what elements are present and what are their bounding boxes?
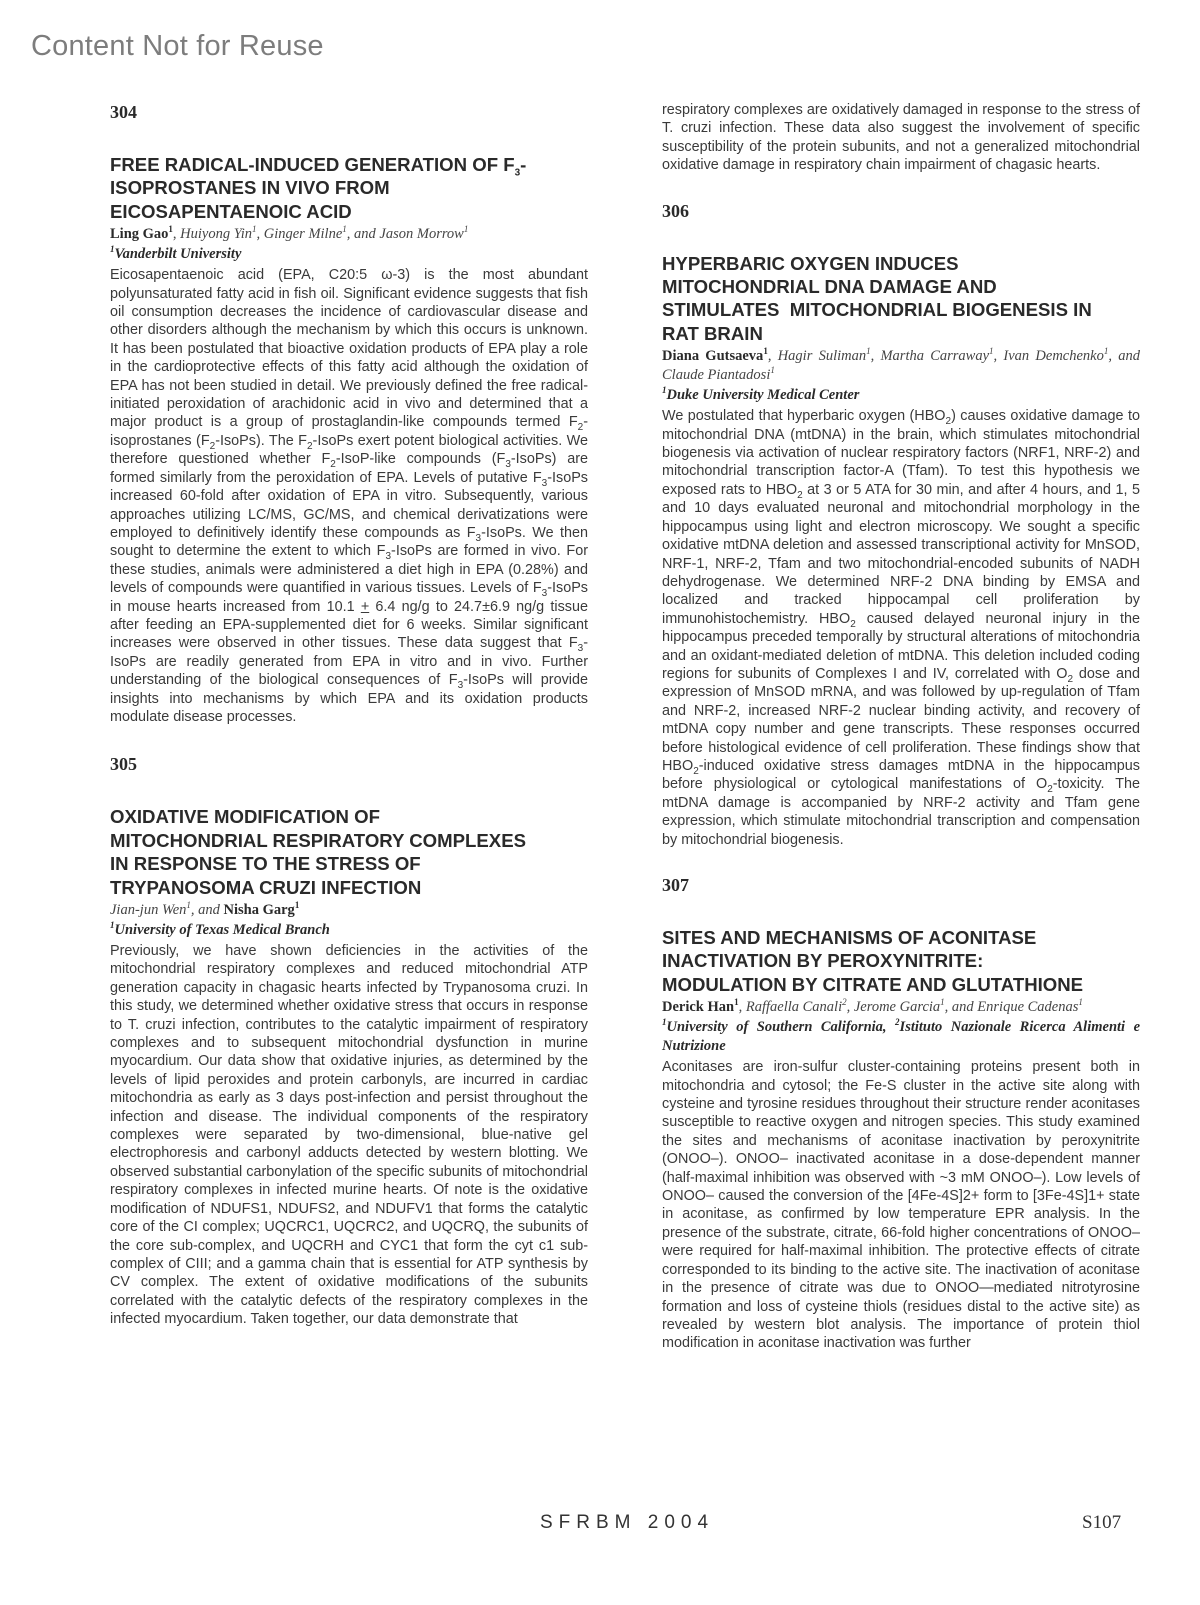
footer-conference: SFRBM 2004 <box>540 1512 715 1533</box>
abstract-authors: Jian-jun Wen$^1$, and Nisha Garg$^1$ <box>110 900 300 918</box>
abstract-title: SITES AND MECHANISMS OF ACONITASE INACTIVATION BY PEROXYNITRITE: MODULATION BY CITRATE AND GLUTATHIONE <box>662 927 1084 995</box>
abstract-authors: Ling Gao$^1$, Huiyong Yin$^1$, Ginger Milne$^1$, and Jason Morrow$^1$ <box>110 224 469 243</box>
left-column <box>110 98 588 1329</box>
abstract-306 <box>662 201 1140 849</box>
abstract-305-body-continued: respiratory complexes are oxidatively damaged in response to the stress of T. cruzi infection. These data also suggest the involvement of specific susceptibility of the protein subunits, and not a generalized mitochondrial oxidative damage in respiratory chain impairment of chagasic hearts. <box>662 102 1140 174</box>
abstract-body: Eicosapentaenoic acid (EPA, C20:5 ω-3) is the most abundant polyunsaturated fatty acid in fish oil. Significant evidence suggests that fish oil consumption decreases the incidence of cardiovascular disease and other disorders although the mechanism by which this occurs is unknown. It has been postulated that bioactive oxidation products of EPA play a role in the cardioprotective effects of this fatty acid although the oxidation of EPA has not been studied in detail. We previously defined the free radical-initiated peroxidation of arachidonic acid in vivo and determined that a major product is a group of prostaglandin-like compounds termed $F_2$-isoprostanes $(F_2-IsoPs)$. The $F_2$-IsoPs exert potent biological activities. We therefore questioned whether $F_2-IsoP$-like compounds $(F_3-IsoPs)$ are formed similarly from the peroxidation of EPA. Levels of putative $F_3$-IsoPs increased 60-fold after oxidation of EPA in vitro. Subsequently, various approaches utilizing LC/MS, GC/MS, and chemical derivatizations were employed to definitively identify these compounds as $F_3$-IsoPs. We then sought to determine the extent to which $F_3$-IsoPs are formed in vivo. For these studies, animals were administered a diet high in EPA (0.28%) and levels of compounds were quantified in various tissues. Levels of $F_3$-IsoPs in mouse hearts increased from 10.1 + 6.4 ng/g to 24.7±6.9 ng/g tissue after feeding an EPA-supplemented diet for 6 weeks. Similar significant increases were observed in other tissues. These data suggest that $F_3$-IsoPs are readily generated from EPA in vitro and in vivo. Further understanding of the biological consequences of $F_3$-IsoPs will provide insights into mechanisms by which EPA and its oxidation products modulate disease processes. <box>110 267 589 725</box>
abstract-authors: Derick Han$^1$, Raffaella Canali$^2$, Jerome Garcia$^1$, and Enrique Cadenas$^1$ <box>662 997 1083 1016</box>
abstract-304 <box>110 102 588 726</box>
right-column <box>662 101 1140 1353</box>
abstract-307 <box>662 875 1140 1353</box>
abstract-affiliation: $^1$Vanderbilt University <box>110 244 242 263</box>
abstract-affiliation: $^1$University of Texas Medical Branch <box>110 920 330 938</box>
abstract-affiliation: $^1$Duke University Medical Center <box>662 385 860 404</box>
abstract-title: FREE RADICAL-INDUCED GENERATION OF $F_3-$ ISOPROSTANES IN VIVO FROM EICOSAPENTAENOIC ACID <box>110 154 527 222</box>
abstract-affiliation: $^1$University of Southern California, $^2$Istituto Nazionale Ricerca Alimenti e Nutrizione <box>662 1017 1141 1055</box>
abstract-body: We postulated that hyperbaric oxygen $(HBO_2)$ causes oxidative damage to mitochondrial DNA (mtDNA) in the brain, which stimulates mitochondrial biogenesis via activation of nuclear respiratory factors (NRF1, NRF-2) and mitochondrial transcription factor-A (Tfam). To test this hypothesis we exposed rats to $HBO_2$ at 3 or 5 ATA for 30 min, and after 4 hours, and 1, 5 and 10 days evaluated neuronal and mitochondrial morphology in the hippocampus using light and electron microscopy. We sought a specific oxidative mtDNA deletion and assessed transcriptional activity for MnSOD, NRF-1, NRF-2, Tfam and two mitochondrial-encoded subunits of NADH dehydrogenase. We determined NRF-2 DNA binding by EMSA and localized and tracked hippocampal cell proliferation by immunohistochemistry. $HBO_2$ caused delayed neuronal injury in the hippocampus preceded temporally by structural alterations of mitochondria and an oxidant-mediated deletion of mtDNA. This deletion included coding regions for subunits of Complexes I and IV, correlated with $O_2$ dose and expression of MnSOD mRNA, and was followed by up-regulation of Tfam and NRF-2, increased NRF-2 nuclear binding activity, and recovery of mtDNA copy number and gene transcripts. These responses occurred before histological evidence of cell proliferation. These findings show that $HBO_2$-induced oxidative stress damages mtDNA in the hippocampus before physiological or cytological manifestations of $O_2$-toxicity. The mtDNA damage is accompanied by NRF-2 activity and Tfam gene expression, which stimulate mitochondrial transcription and compensation by mitochondrial biogenesis. <box>662 408 1140 848</box>
footer-page-number: S107 <box>1082 1512 1122 1533</box>
abstract-body: Aconitases are iron-sulfur cluster-containing proteins present both in mitochondria and cytosol; the Fe-S cluster in the active site along with cysteine and tyrosine residues throughout their structure render aconitases susceptible to reactive oxygen and nitrogen species. This study examined the sites and mechanisms of aconitase inactivation by peroxynitrite (ONOO–). ONOO– inactivated aconitase in a dose-dependent manner (half-maximal inhibition was observed with ~3 mM ONOO–). Low levels of ONOO– caused the conversion of the [4Fe-4S]2+ form to [3Fe-4S]1+ state in aconitase, as confirmed by low temperature EPR analysis. In the presence of the substrate, citrate, 66-fold higher concentrations of ONOO– were required for half-maximal inhibition. The protective effects of citrate corresponded to its binding to the active site. The inactivation of aconitase in the presence of citrate was due to ONOO—mediated nitrotyrosine formation and loss of cysteine thiols (residues distal to the active site) as revealed by western blot analysis. The importance of protein thiol modification in aconitase inactivation was further <box>662 1059 1140 1352</box>
abstract-title: OXIDATIVE MODIFICATION OF MITOCHONDRIAL RESPIRATORY COMPLEXES IN RESPONSE TO THE STRESS OF TRYPANOSOMA CRUZI INFECTION <box>110 806 526 898</box>
abstract-body: Previously, we have shown deficiencies in the activities of the mitochondrial respiratory complexes and reduced mitochondrial ATP generation capacity in chagasic hearts infected by Trypanosoma cruzi. In this study, we determined whether oxidative stress that occurs in response to T. cruzi infection, contributes to the catalytic impairment of respiratory complexes and to subsequent mitochondrial dysfunction in murine myocardium. Our data show that oxidative injuries, as determined by the levels of lipid peroxides and protein carbonyls, are incurred in cardiac mitochondria as early as 3 days post-infection and persist throughout the infection and disease. The individual components of the respiratory complexes were separated by two-dimensional, blue-native gel electrophoresis and carbonyl adducts detected by western blotting. We observed substantial carbonylation of the specific subunits of mitochondrial respiratory complexes in infected murine hearts. Of note is the oxidative modification of NDUFS1, NDUFS2, and NDUFV1 that forms the catalytic core of the CI complex; UQCRC1, UQCRC2, and UQCRQ, the subunits of the core sub-complex, and UQCRH and CYC1 that form the cyt c1 sub-complex of CIII; and a gamma chain that is essential for ATP synthesis by CV complex. The extent of oxidative modifications of the subunits correlated with the catalytic defects of the respiratory complexes in the infected myocardium. Taken together, our data demonstrate that <box>110 943 588 1328</box>
abstract-authors: Diana Gutsaeva$^1$, Hagir Suliman$^1$, Martha Carraway$^1$, Ivan Demchenko$^1$, and Claude Piantadosi$^1$ <box>662 346 1140 384</box>
abstract-number: 304 <box>110 102 137 122</box>
watermark: Content Not for Reuse <box>31 30 324 62</box>
abstract-title: HYPERBARIC OXYGEN INDUCES MITOCHONDRIAL DNA DAMAGE AND STIMULATES MITOCHONDRIAL BIOGENESIS IN RAT BRAIN <box>662 252 1092 344</box>
abstract-number: 306 <box>662 200 689 221</box>
abstract-number: 307 <box>662 875 689 895</box>
abstract-number: 305 <box>110 754 137 775</box>
abstract-305 <box>110 754 588 1328</box>
